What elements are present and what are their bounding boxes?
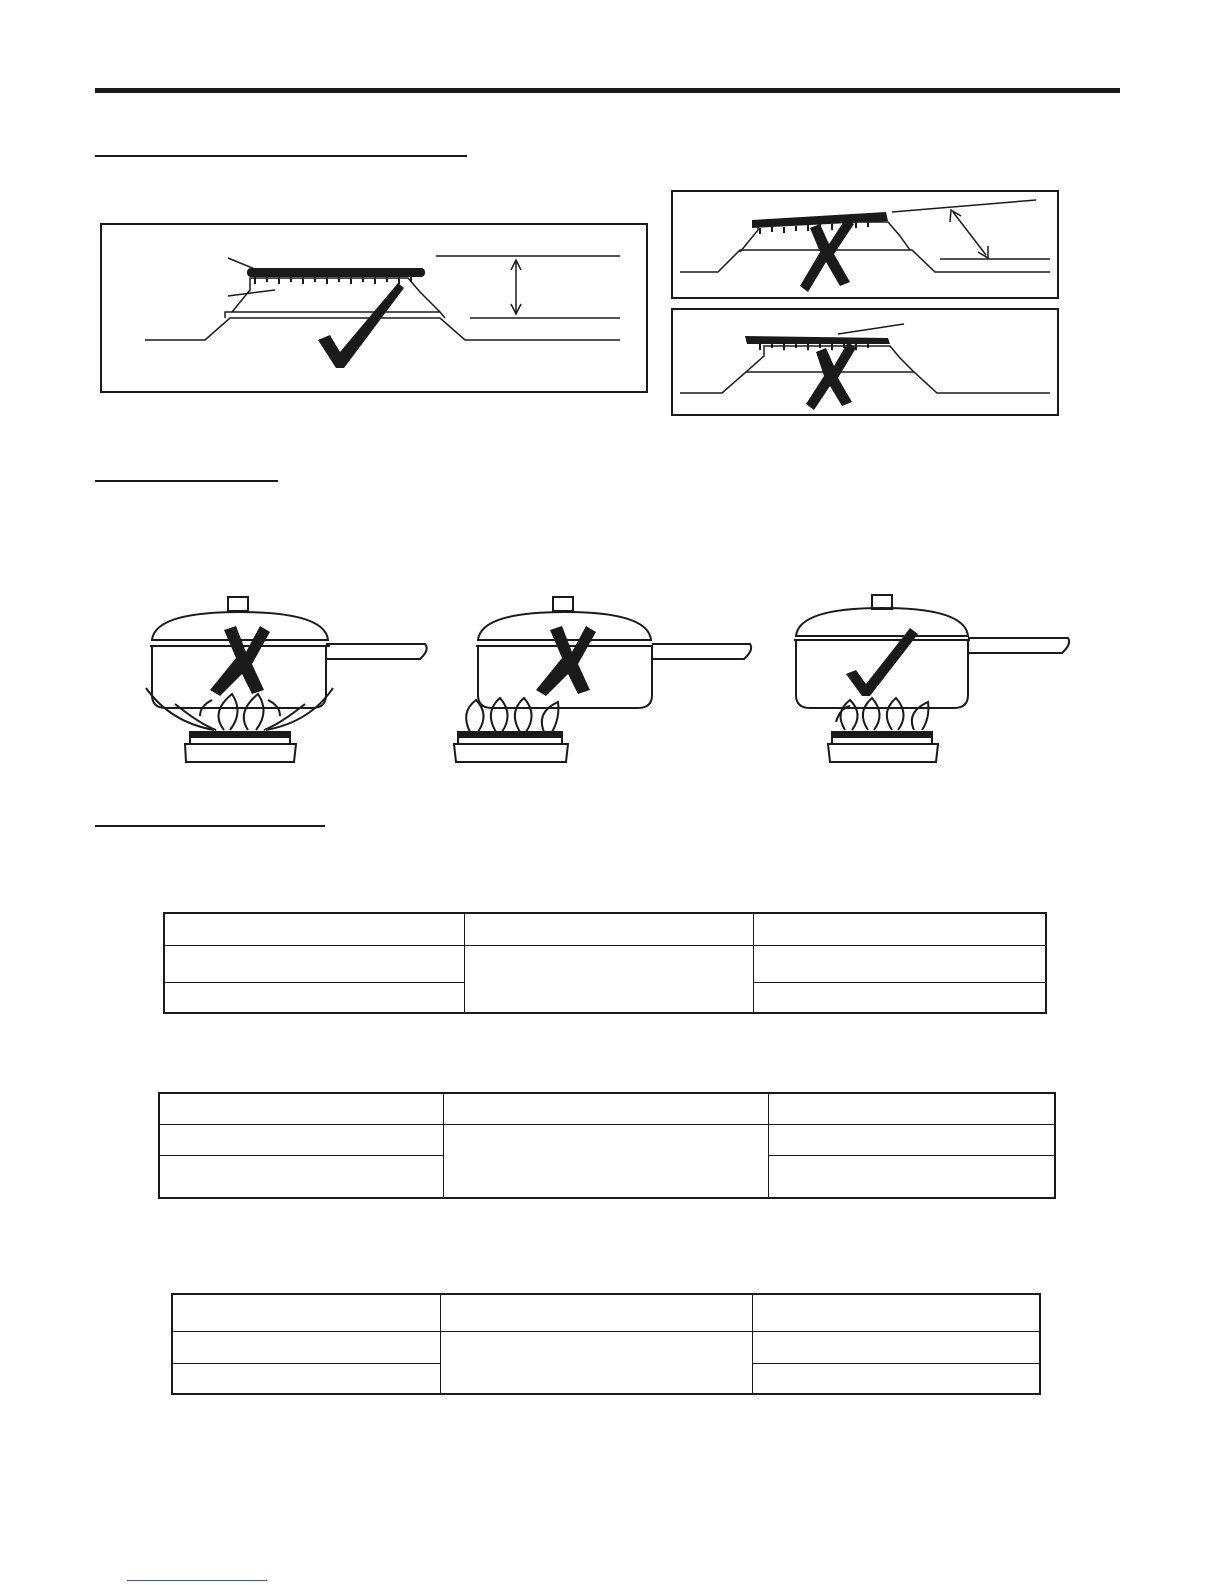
table-cell: [753, 945, 1046, 982]
table-cell: [159, 1155, 443, 1198]
table-cell: [440, 1294, 752, 1331]
table-cell: [172, 1331, 440, 1363]
table-cell: [443, 1124, 768, 1198]
table-cell: [752, 1331, 1040, 1363]
footer-link[interactable]: [127, 1580, 267, 1581]
table-cell: [164, 945, 464, 982]
table-cell: [752, 1363, 1040, 1394]
table-cell: [464, 945, 753, 1013]
table-cell: [768, 1093, 1055, 1124]
table-cell: [172, 1363, 440, 1394]
table-cell: [440, 1331, 752, 1394]
table-cell: [768, 1155, 1055, 1198]
table-cell: [159, 1124, 443, 1155]
table-cell: [753, 913, 1046, 945]
table-cell: [464, 913, 753, 945]
correct-check-icon: [846, 628, 918, 696]
incorrect-x-icon: [210, 626, 270, 696]
table-cell: [768, 1124, 1055, 1155]
table-cell: [164, 982, 464, 1013]
table-cell: [753, 982, 1046, 1013]
incorrect-x-icon: [536, 626, 596, 696]
table-cell: [159, 1093, 443, 1124]
table-cell: [172, 1294, 440, 1331]
table-cell: [752, 1294, 1040, 1331]
section-heading-specifications: [95, 825, 325, 827]
table-cell: [443, 1093, 768, 1124]
spec-table-2: [158, 1092, 1056, 1199]
table-cell: [164, 913, 464, 945]
spec-table-1: [163, 912, 1047, 1014]
spec-table-3: [171, 1293, 1041, 1395]
